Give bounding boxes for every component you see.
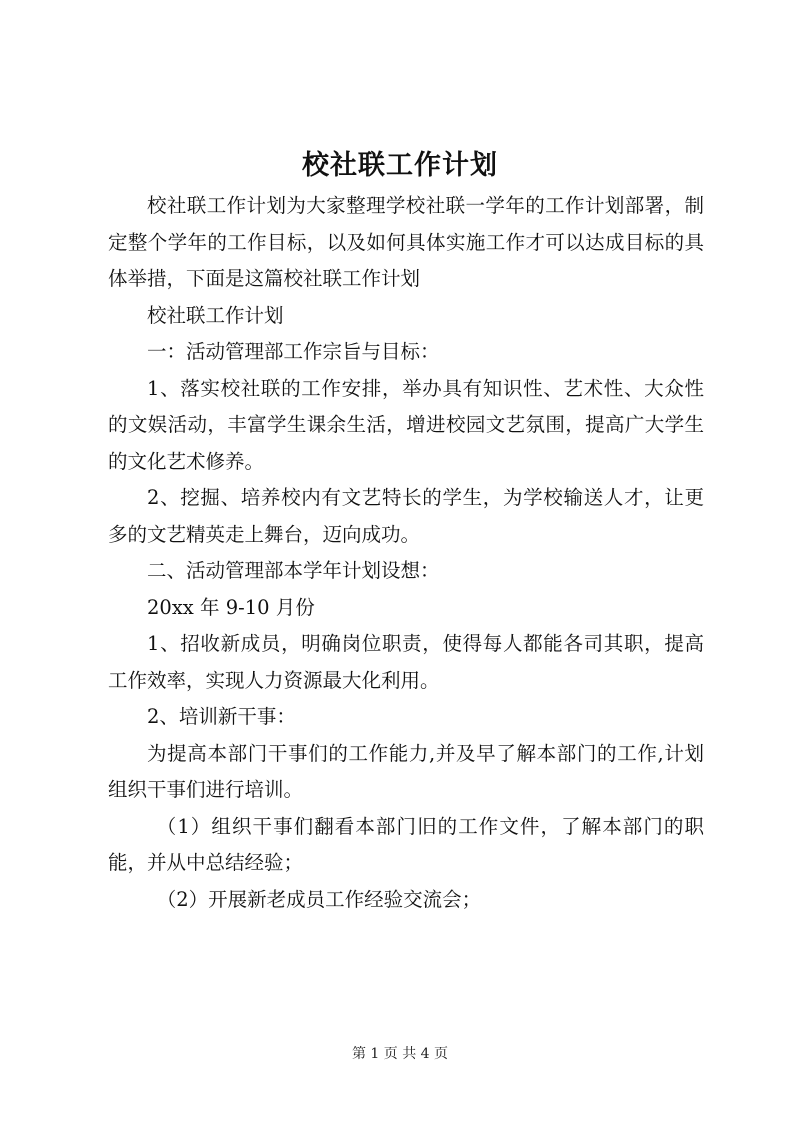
paragraph-subtitle: 校社联工作计划 xyxy=(147,303,284,327)
paragraph-intro: 校社联工作计划为大家整理学校社联一学年的工作计划部署，制定整个学年的工作目标，以及如何具体实施工作才可以达成目标的具体举措，下面是这篇校社联工作计划 xyxy=(108,194,704,290)
paragraph-goal-1: 1、落实校社联的工作安排，举办具有知识性、艺术性、大众性的文娱活动，丰富学生课余生活，增进校园文艺氛围，提高广大学生的文化艺术修养。 xyxy=(108,376,704,473)
paragraph-goal-2: 2、挖掘、培养校内有文艺特长的学生，为学校输送人才，让更多的文艺精英走上舞台，迈向成功。 xyxy=(108,486,704,546)
paragraph-plan-1: 1、招收新成员，明确岗位职责，使得每人都能各司其职，提高工作效率，实现人力资源最大化利用。 xyxy=(108,632,704,692)
paragraph-training-item-1: （1）组织干事们翻看本部门旧的工作文件，了解本部门的职能，并从中总结经验； xyxy=(108,814,704,874)
document-body xyxy=(108,188,704,918)
paragraph-period: 20xx 年 9-10 月份 xyxy=(147,595,315,619)
paragraph-training-item-2: （2）开展新老成员工作经验交流会； xyxy=(156,887,482,911)
paragraph-plan-2: 2、培训新干事： xyxy=(147,705,296,728)
paragraph-training: 为提高本部门干事们的工作能力,并及早了解本部门的工作,计划组织干事们进行培训。 xyxy=(108,741,704,801)
page-number-footer: 第 1 页 共 4 页 xyxy=(351,1046,449,1062)
heading-section-one: 一：活动管理部工作宗旨与目标： xyxy=(147,340,440,363)
heading-section-two: 二、活动管理部本学年计划设想： xyxy=(147,559,440,582)
document-title: 校社联工作计划 xyxy=(302,150,498,181)
